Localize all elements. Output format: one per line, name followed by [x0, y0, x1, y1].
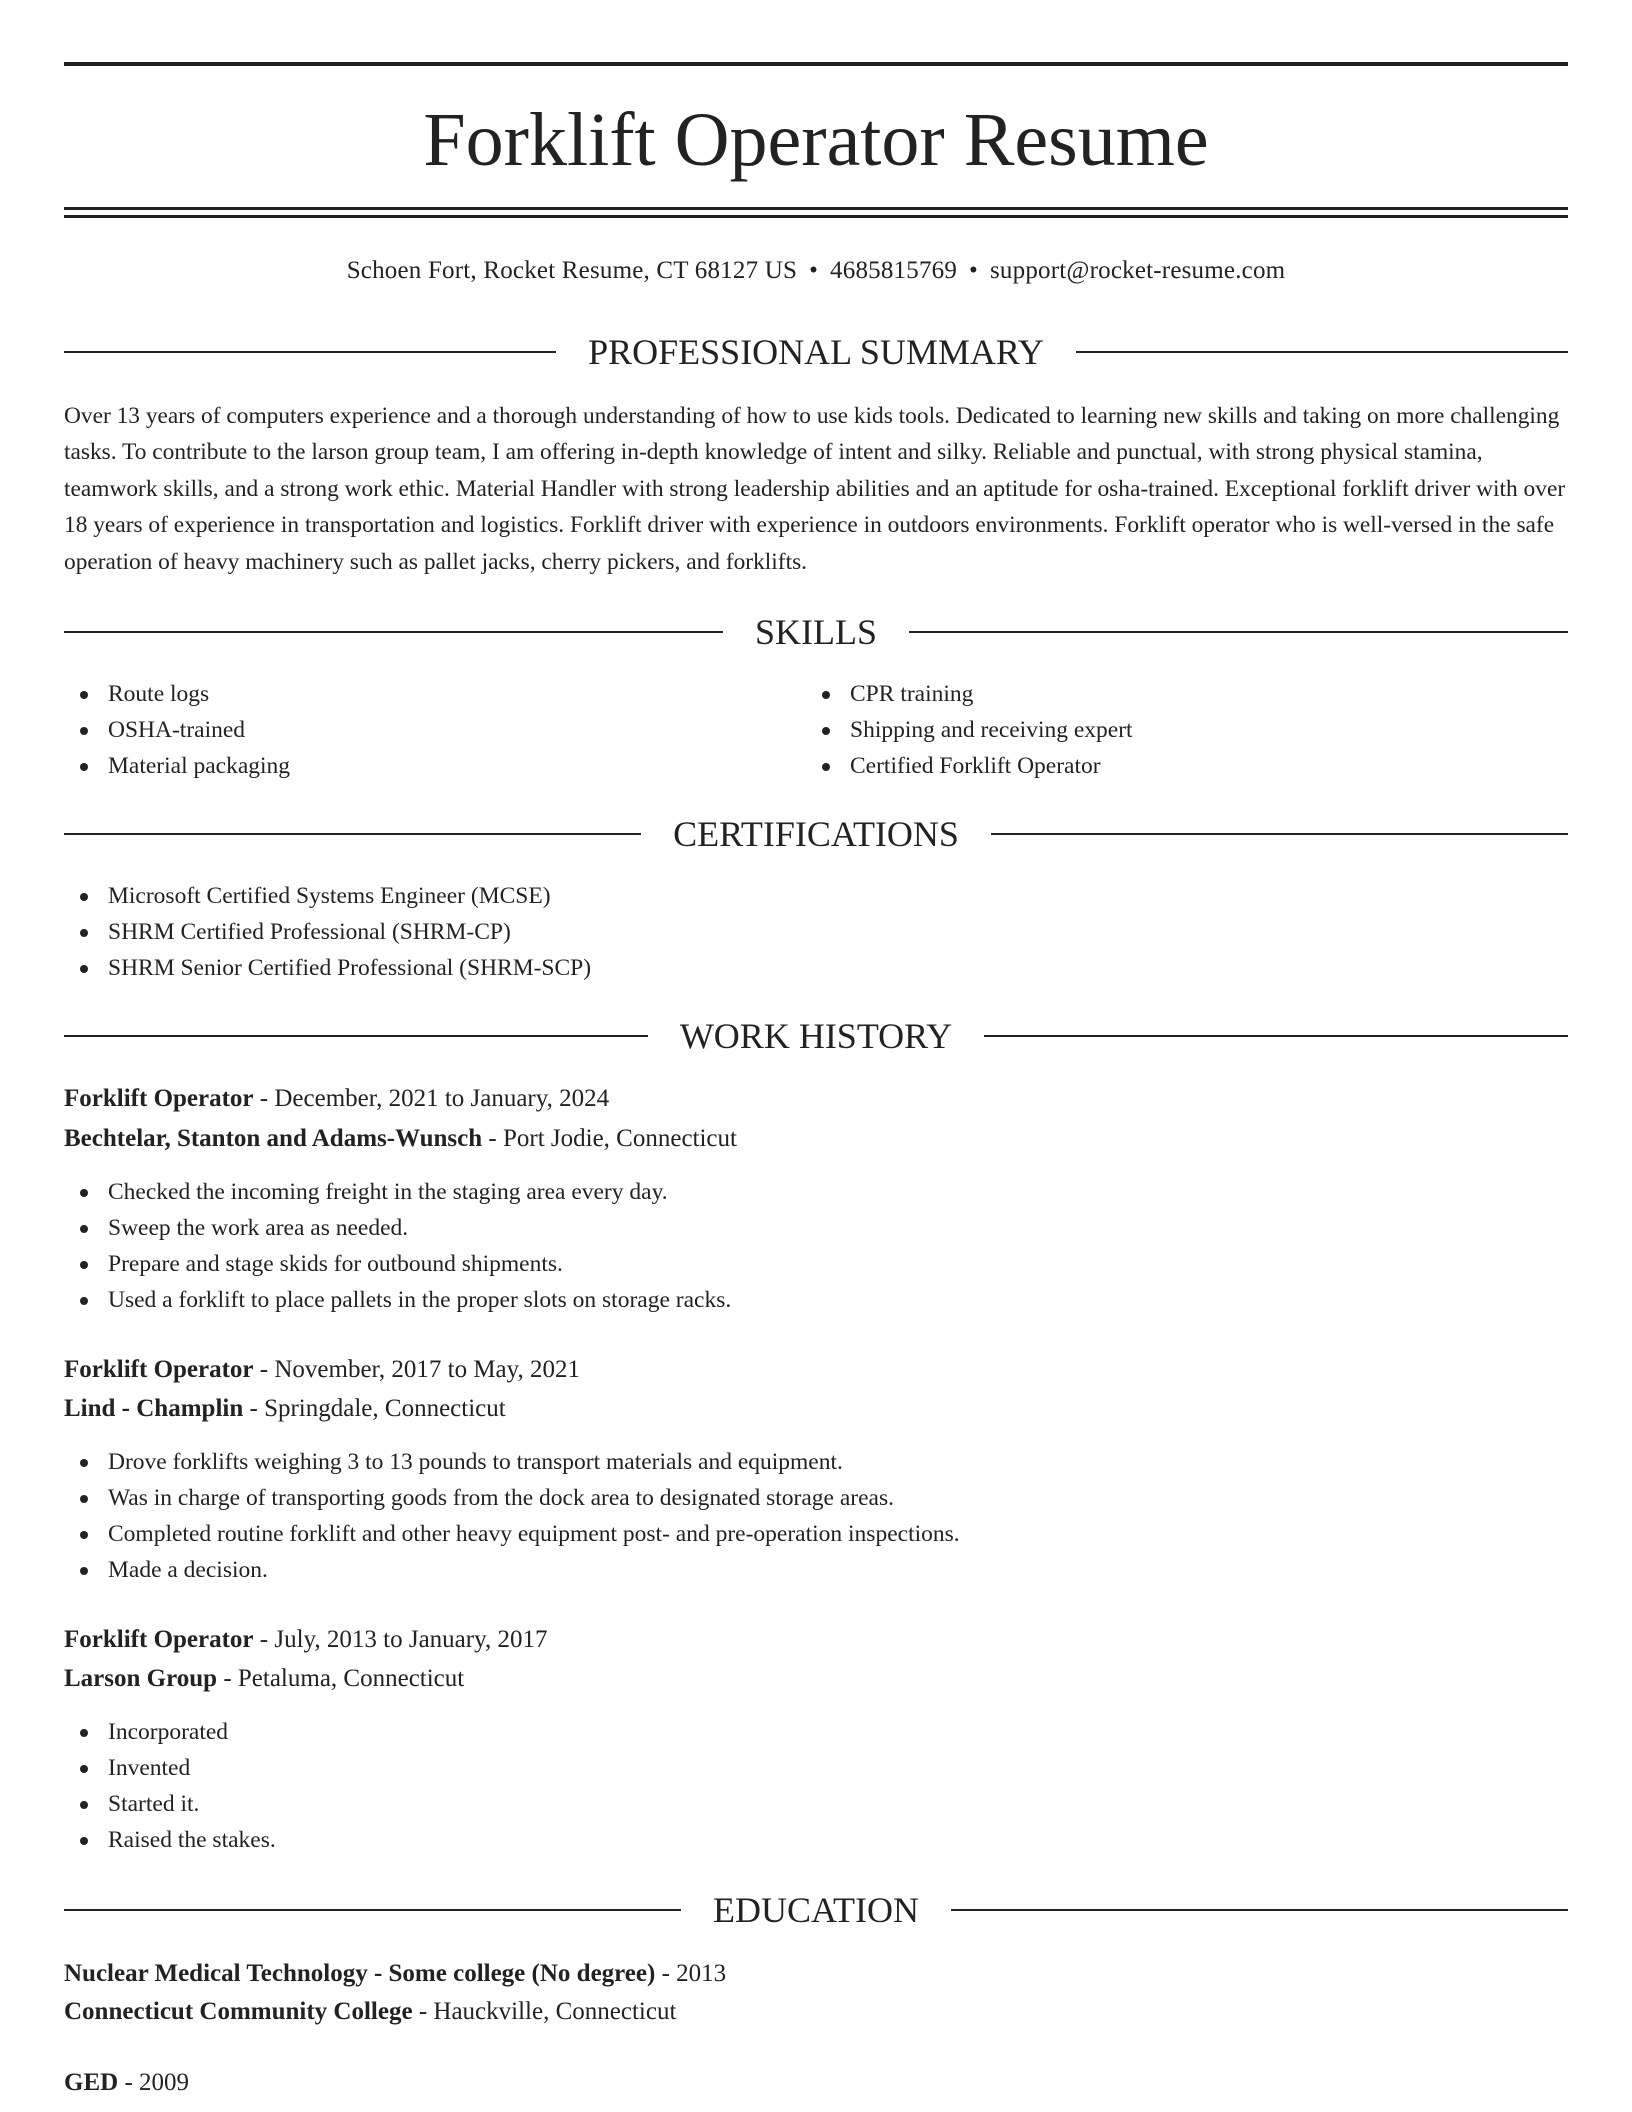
- job-dates: - December, 2021 to January, 2024: [253, 1085, 610, 1112]
- job-duty-item: Drove forklifts weighing 3 to 13 pounds to transport materials and equipment.: [64, 1444, 1568, 1480]
- skill-item: Certified Forklift Operator: [806, 748, 1546, 784]
- job-duty-item: Used a forklift to place pallets in the proper slots on storage racks.: [64, 1282, 1568, 1318]
- job-duty-item: Completed routine forklift and other heavy equipment post- and pre-operation inspections.: [64, 1516, 1568, 1552]
- skill-item: Route logs: [64, 676, 804, 712]
- education-school-line: [64, 1994, 1568, 2030]
- skill-item: OSHA-trained: [64, 712, 804, 748]
- contact-phone: 4685815769: [830, 257, 958, 284]
- job-duty-item: Started it.: [64, 1786, 1568, 1822]
- section-title-work-history: WORK HISTORY: [679, 1016, 953, 1056]
- job-title: Forklift Operator: [64, 1356, 254, 1383]
- contact-separator: •: [809, 257, 819, 284]
- section-title-certifications: CERTIFICATIONS: [673, 814, 959, 854]
- contact-separator: •: [969, 257, 978, 284]
- summary-text: Over 13 years of computers experience and a thorough understanding of how to use kids tools. Dedicated to learning new skills and taking on more challenging tasks. To contribute to the larson group team, I am offering in-depth knowledge of intent and silky. Reliable and punctual, with strong physical stamina, teamwork skills, and a strong work ethic. Material Handler with strong leadership abilities and an aptitude for osha-trained. Exceptional forklift driver with over 18 years of experience in transportation and logistics. Forklift driver with experience in outdoors environments. Forklift operator who is well-versed in the safe operation of heavy machinery such as pallet jacks, cherry pickers, and forklifts.: [64, 403, 1566, 575]
- certification-item: Microsoft Certified Systems Engineer (MCSE): [64, 878, 1568, 914]
- education-year: - 2013: [655, 1960, 727, 1987]
- job-company: Bechtelar, Stanton and Adams-Wunsch: [64, 1125, 483, 1152]
- title-rule-lower: [64, 215, 1568, 218]
- job-title-line: [64, 1352, 1568, 1388]
- contact-line: [64, 254, 1568, 288]
- job-title: Forklift Operator: [64, 1085, 254, 1112]
- education-degree-line: [64, 2065, 1568, 2101]
- job-duties-list: [64, 1444, 1568, 1588]
- job-company: Larson Group: [64, 1665, 218, 1692]
- skills-list-right: [806, 676, 1546, 784]
- education-location: - Hauckville, Connecticut: [412, 1998, 677, 2025]
- job-duties-list: [64, 1174, 1568, 1318]
- job-company-line: [64, 1391, 1568, 1427]
- section-title-summary: PROFESSIONAL SUMMARY: [588, 332, 1044, 372]
- job-dates: - November, 2017 to May, 2021: [253, 1356, 581, 1383]
- education-school: Connecticut Community College: [64, 1998, 413, 2025]
- education-year: - 2009: [118, 2069, 190, 2096]
- section-rule-left: [64, 351, 556, 353]
- job-title: Forklift Operator: [64, 1626, 254, 1653]
- contact-address: Schoen Fort, Rocket Resume, CT 68127 US: [346, 257, 798, 284]
- education-degree: Nuclear Medical Technology - Some college (No degree): [64, 1960, 656, 1987]
- certifications-list: [64, 878, 1568, 986]
- job-title-line: [64, 1081, 1568, 1117]
- job-duty-item: Made a decision.: [64, 1552, 1568, 1588]
- section-header-summary: [64, 330, 1568, 374]
- resume-title: Forklift Operator Resume: [423, 98, 1209, 182]
- section-rule-left: [64, 1909, 681, 1911]
- section-rule-left: [64, 631, 723, 633]
- section-rule-right: [951, 1909, 1568, 1911]
- section-title-education: EDUCATION: [713, 1890, 919, 1930]
- section-rule-right: [991, 833, 1568, 835]
- job-duty-item: Incorporated: [64, 1714, 1568, 1750]
- certification-item: SHRM Certified Professional (SHRM-CP): [64, 914, 1568, 950]
- contact-email: support@rocket-resume.com: [990, 257, 1286, 284]
- job-company: Lind - Champlin: [64, 1395, 244, 1422]
- skill-item: Material packaging: [64, 748, 804, 784]
- skill-item: Shipping and receiving expert: [806, 712, 1546, 748]
- section-rule-right: [984, 1035, 1568, 1037]
- job-duty-item: Invented: [64, 1750, 1568, 1786]
- skills-list-left: [64, 676, 804, 784]
- job-duty-item: Sweep the work area as needed.: [64, 1210, 1568, 1246]
- section-rule-right: [909, 631, 1568, 633]
- job-dates: - July, 2013 to January, 2017: [253, 1626, 548, 1653]
- job-company-line: [64, 1121, 1568, 1157]
- section-header-skills: [64, 610, 1568, 654]
- job-duty-item: Raised the stakes.: [64, 1822, 1568, 1858]
- section-rule-left: [64, 833, 641, 835]
- section-rule-right: [1076, 351, 1568, 353]
- job-duty-item: Prepare and stage skids for outbound shipments.: [64, 1246, 1568, 1282]
- section-header-education: [64, 1888, 1568, 1932]
- certification-item: SHRM Senior Certified Professional (SHRM-SCP): [64, 950, 1568, 986]
- job-location: - Port Jodie, Connecticut: [482, 1125, 737, 1152]
- job-company-line: [64, 1661, 1568, 1697]
- job-duty-item: Checked the incoming freight in the staging area every day.: [64, 1174, 1568, 1210]
- job-duty-item: Was in charge of transporting goods from the dock area to designated storage areas.: [64, 1480, 1568, 1516]
- section-rule-left: [64, 1035, 648, 1037]
- job-duties-list: [64, 1714, 1568, 1858]
- job-location: - Petaluma, Connecticut: [217, 1665, 465, 1692]
- title-rule-upper: [64, 207, 1568, 210]
- section-header-work-history: [64, 1014, 1568, 1058]
- job-location: - Springdale, Connecticut: [243, 1395, 506, 1422]
- top-rule: [64, 62, 1568, 66]
- education-degree-line: [64, 1956, 1568, 1992]
- skill-item: CPR training: [806, 676, 1546, 712]
- education-degree: GED: [64, 2069, 119, 2096]
- section-header-certifications: [64, 812, 1568, 856]
- section-title-skills: SKILLS: [755, 612, 878, 652]
- job-title-line: [64, 1622, 1568, 1658]
